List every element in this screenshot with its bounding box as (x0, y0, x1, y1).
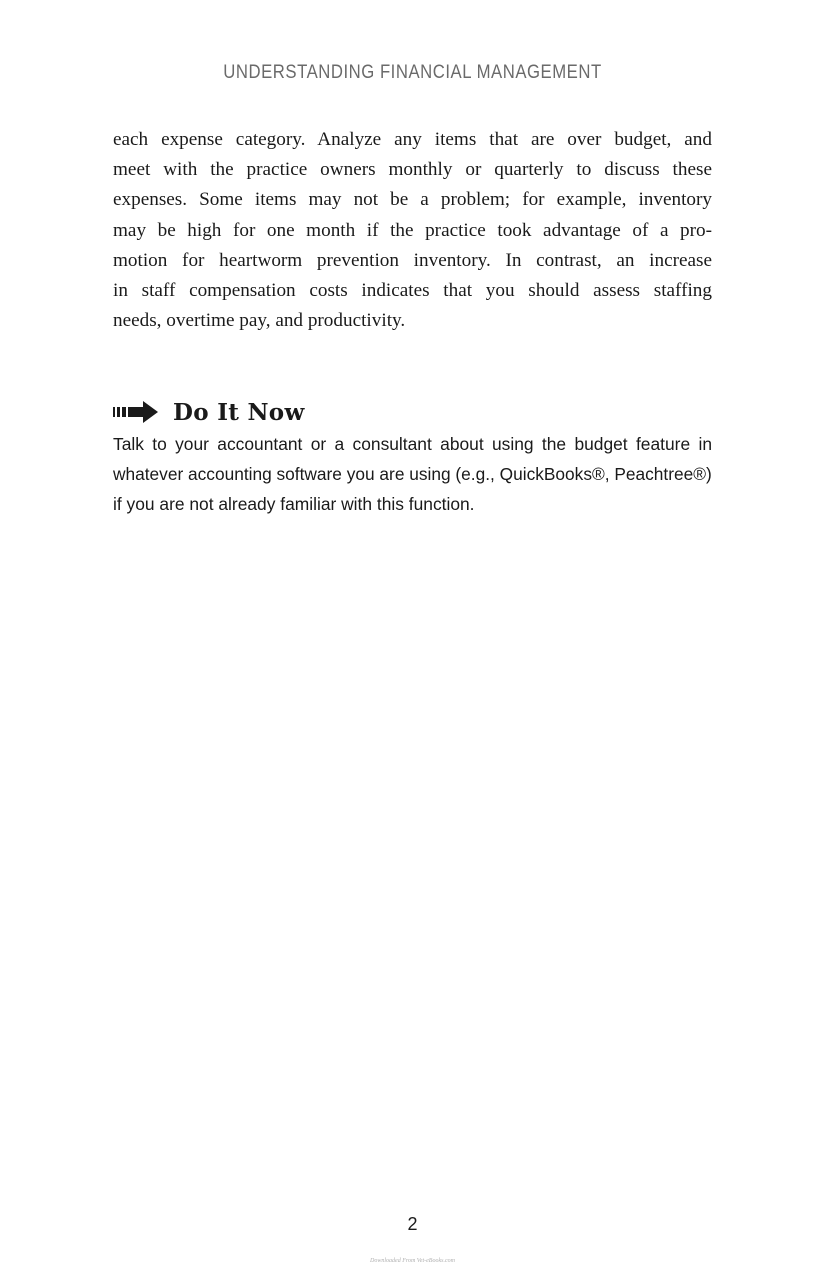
paragraph-line: in staff compensation costs indicates that you should assess staffing (113, 280, 712, 302)
tip-line: if you are not already familiar with this function. (113, 494, 475, 514)
tip-title: Do It Now (173, 398, 305, 426)
footer-watermark: Downloaded From Vet-eBooks.com (370, 1258, 455, 1264)
tip-text (113, 429, 712, 519)
paragraph-line: meet with the practice owners monthly or quarterly to discuss these (113, 159, 712, 181)
paragraph-line: expenses. Some items may not be a problem; for example, inventory (113, 189, 712, 211)
paragraph-line: needs, overtime pay, and productivity. (113, 310, 406, 332)
tip-line: Talk to your accountant or a consultant about using the budget feature in (113, 434, 712, 454)
tip-heading (113, 395, 305, 429)
page-number: 2 (407, 1214, 418, 1234)
paragraph-line: each expense category. Analyze any items that are over budget, and (113, 129, 712, 150)
body-paragraph (113, 125, 712, 336)
arrow-right-icon (113, 401, 159, 423)
tip-line: whatever accounting software you are using (e.g., QuickBooks®, Peachtree®) (113, 464, 712, 484)
running-header: UNDERSTANDING FINANCIAL MANAGEMENT (223, 62, 602, 83)
paragraph-line: may be high for one month if the practice took advantage of a pro- (113, 219, 712, 241)
paragraph-line: motion for heartworm prevention inventory. In contrast, an increase (113, 249, 712, 271)
